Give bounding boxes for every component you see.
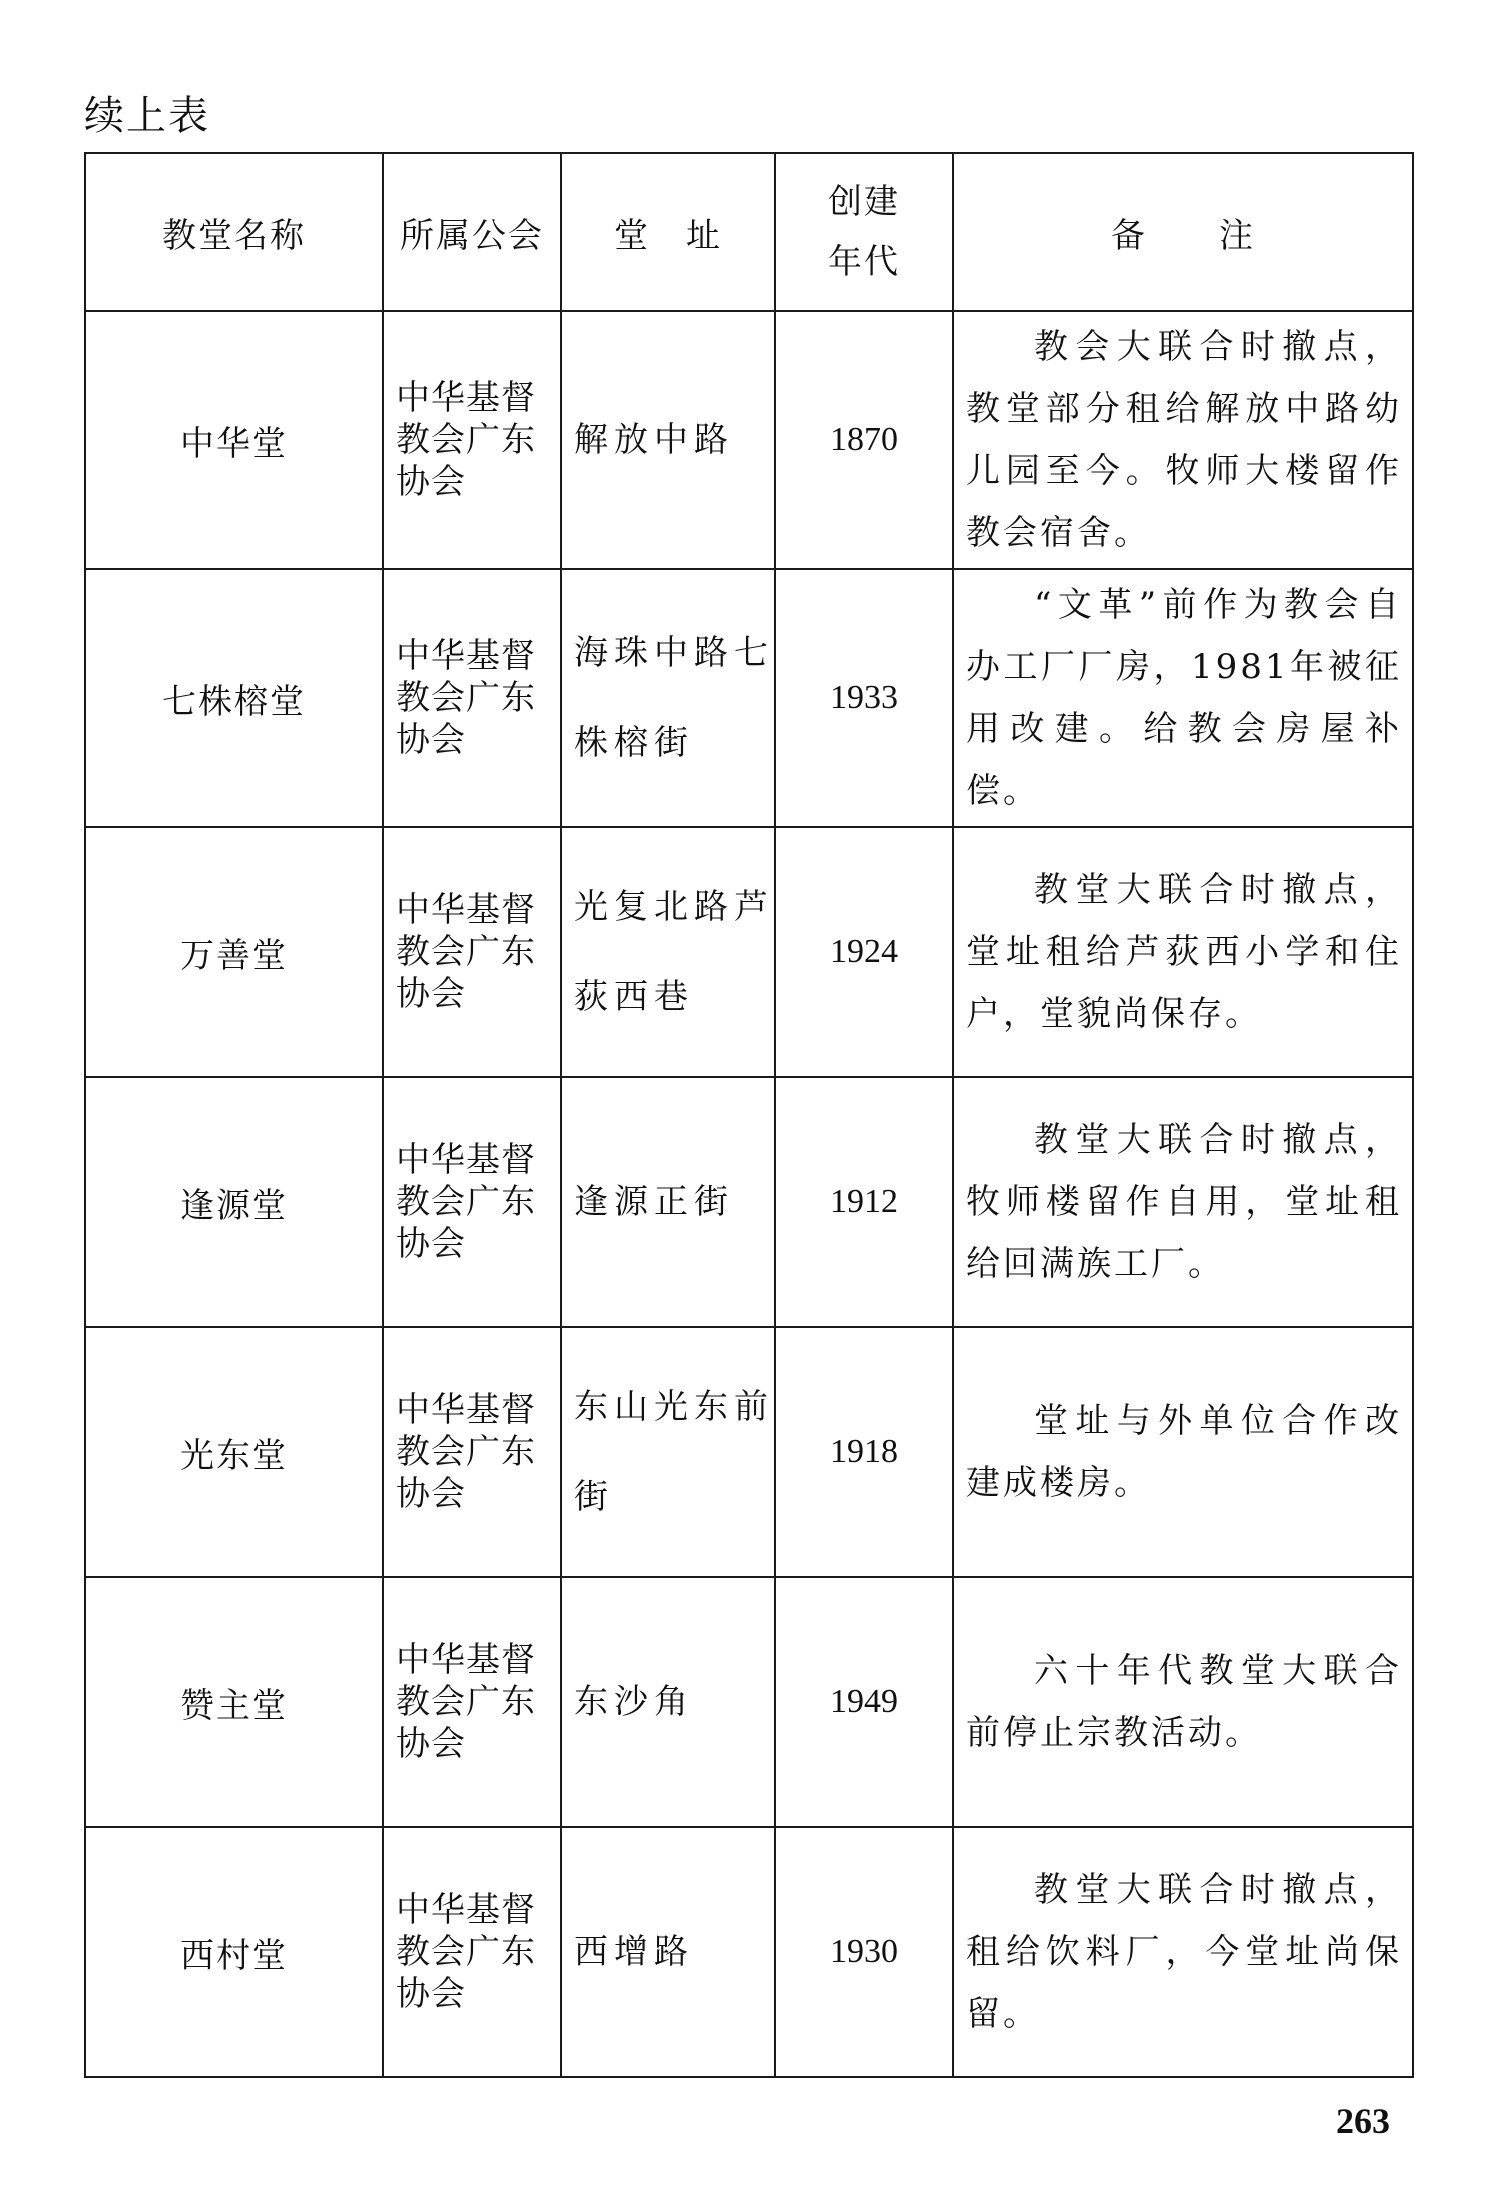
header-row (85, 153, 1413, 311)
church-address: 西增路 (561, 1827, 775, 2077)
church-note (953, 569, 1413, 827)
church-year: 1918 (775, 1327, 953, 1577)
church-note (953, 1327, 1413, 1577)
table-caption: 续上表 (84, 93, 210, 139)
church-name: 中华堂 (85, 311, 383, 569)
church-year: 1924 (775, 827, 953, 1077)
church-name: 光东堂 (85, 1327, 383, 1577)
church-note (953, 827, 1413, 1077)
note-text: 教会大联合时撤点，教堂部分租给解放中路幼儿园至今。牧师大楼留作教会宿舍。 (966, 327, 1402, 553)
church-year: 1870 (775, 311, 953, 569)
church-note (953, 311, 1413, 569)
church-association: 中华基督教会广东协会 (383, 569, 561, 827)
note-text: “文革”前作为教会自办工厂厂房，1981年被征用改建。给教会房屋补偿。 (966, 585, 1402, 811)
church-year: 1933 (775, 569, 953, 827)
table-row (85, 1077, 1413, 1327)
note-text: 堂址与外单位合作改建成楼房。 (966, 1401, 1402, 1503)
church-address: 逢源正街 (561, 1077, 775, 1327)
table-row (85, 827, 1413, 1077)
table-row (85, 569, 1413, 827)
church-note (953, 1827, 1413, 2077)
header-addr: 堂 址 (561, 153, 775, 311)
church-association: 中华基督教会广东协会 (383, 827, 561, 1077)
church-address: 海珠中路七株榕街 (561, 569, 775, 827)
header-assoc: 所属公会 (383, 153, 561, 311)
note-text: 教堂大联合时撤点，堂址租给芦荻西小学和住户，堂貌尚保存。 (966, 870, 1402, 1034)
church-year: 1912 (775, 1077, 953, 1327)
header-name: 教堂名称 (85, 153, 383, 311)
church-note (953, 1077, 1413, 1327)
church-association: 中华基督教会广东协会 (383, 1827, 561, 2077)
church-name: 万善堂 (85, 827, 383, 1077)
church-association: 中华基督教会广东协会 (383, 1577, 561, 1827)
church-association: 中华基督教会广东协会 (383, 1077, 561, 1327)
church-name: 西村堂 (85, 1827, 383, 2077)
church-address: 东山光东前街 (561, 1327, 775, 1577)
table-row (85, 1327, 1413, 1577)
church-association: 中华基督教会广东协会 (383, 1327, 561, 1577)
header-year-line1: 创建 (828, 182, 900, 222)
table-row (85, 1577, 1413, 1827)
church-association: 中华基督教会广东协会 (383, 311, 561, 569)
header-note: 备 注 (953, 153, 1413, 311)
church-name: 逢源堂 (85, 1077, 383, 1327)
church-name: 赞主堂 (85, 1577, 383, 1827)
church-year: 1949 (775, 1577, 953, 1827)
table-row (85, 1827, 1413, 2077)
church-name: 七株榕堂 (85, 569, 383, 827)
church-address: 东沙角 (561, 1577, 775, 1827)
header-year (775, 153, 953, 311)
note-text: 教堂大联合时撤点，租给饮料厂，今堂址尚保留。 (966, 1870, 1402, 2034)
note-text: 教堂大联合时撤点，牧师楼留作自用，堂址租给回满族工厂。 (966, 1120, 1402, 1284)
church-address: 光复北路芦荻西巷 (561, 827, 775, 1077)
church-note (953, 1577, 1413, 1827)
church-table (84, 152, 1414, 2078)
header-year-line2: 年代 (828, 242, 900, 282)
note-text: 六十年代教堂大联合前停止宗教活动。 (966, 1651, 1402, 1753)
table-row (85, 311, 1413, 569)
page-number: 263 (1336, 2101, 1390, 2141)
church-address: 解放中路 (561, 311, 775, 569)
church-year: 1930 (775, 1827, 953, 2077)
